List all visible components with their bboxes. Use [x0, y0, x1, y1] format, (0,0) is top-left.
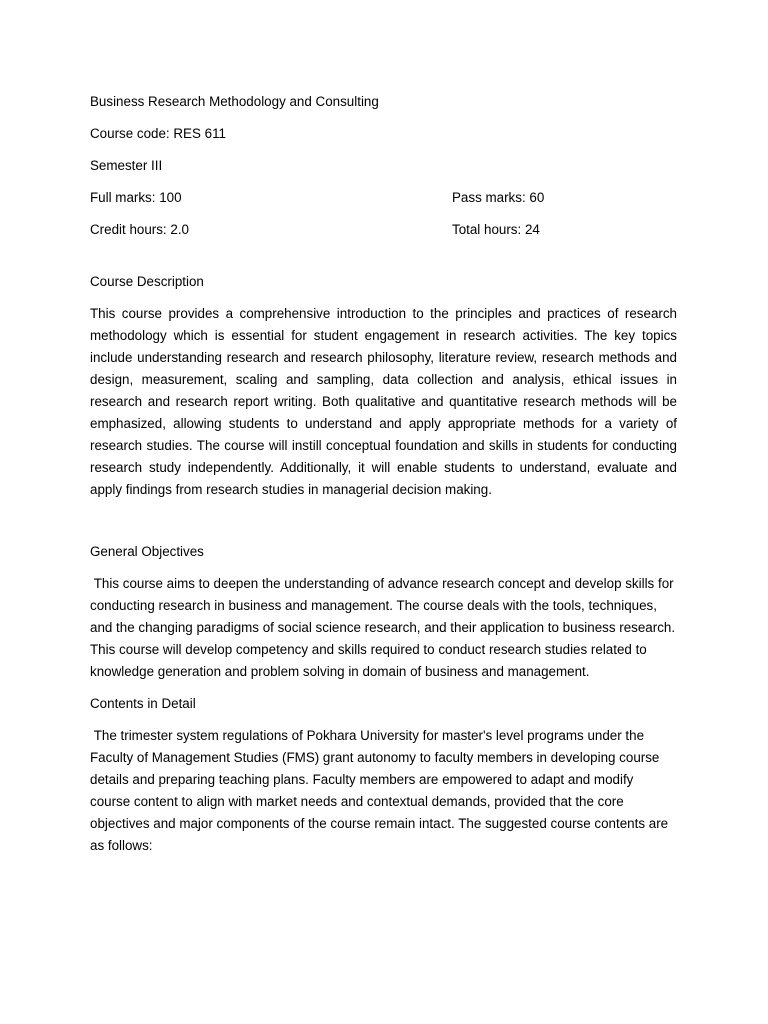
spacer	[90, 251, 677, 271]
contents-in-detail-heading: Contents in Detail	[90, 696, 196, 711]
contents-in-detail-body: The trimester system regulations of Pokhara University for master's level programs under the Faculty of Management Studies (FMS) grant autonomy to faculty members in developing course details and preparing teaching plans. Faculty members are empowered to adapt and modify course content to align with market needs and contextual demands, provided that the core objectives and major components of the course remain intact. The suggested course contents are as follows:	[90, 728, 672, 853]
course-description-heading: Course Description	[90, 274, 204, 289]
pass-marks: Pass marks: 60	[452, 190, 545, 205]
marks-row	[90, 187, 677, 209]
hours-row	[90, 219, 677, 241]
semester: Semester III	[90, 158, 163, 173]
course-code: Course code: RES 611	[90, 126, 226, 141]
full-marks: Full marks: 100	[90, 190, 182, 205]
document-body	[90, 91, 677, 867]
course-title: Business Research Methodology and Consulting	[90, 94, 379, 109]
spacer	[90, 511, 677, 541]
total-hours: Total hours: 24	[452, 222, 540, 237]
general-objectives-body: This course aims to deepen the understanding of advance research concept and develop skills for conducting research in business and management. The course deals with the tools, techniques, and the changing paradigms of social science research, and their application to business research. This course will develop competency and skills required to conduct research studies related to knowledge generation and problem solving in domain of business and management.	[90, 576, 679, 679]
credit-hours: Credit hours: 2.0	[90, 222, 189, 237]
general-objectives-heading: General Objectives	[90, 544, 204, 559]
course-description-body: This course provides a comprehensive introduction to the principles and practices of research methodology which is essential for student engagement in research activities. The key topics include understanding research and research philosophy, literature review, research methods and design, measurement, scaling and sampling, data collection and analysis, ethical issues in research and research report writing. Both qualitative and quantitative research methods will be emphasized, allowing students to understand and apply appropriate methods for a variety of research studies. The course will instill conceptual foundation and skills in students for conducting research study independently. Additionally, it will enable students to understand, evaluate and apply findings from research studies in managerial decision making.	[90, 306, 677, 497]
